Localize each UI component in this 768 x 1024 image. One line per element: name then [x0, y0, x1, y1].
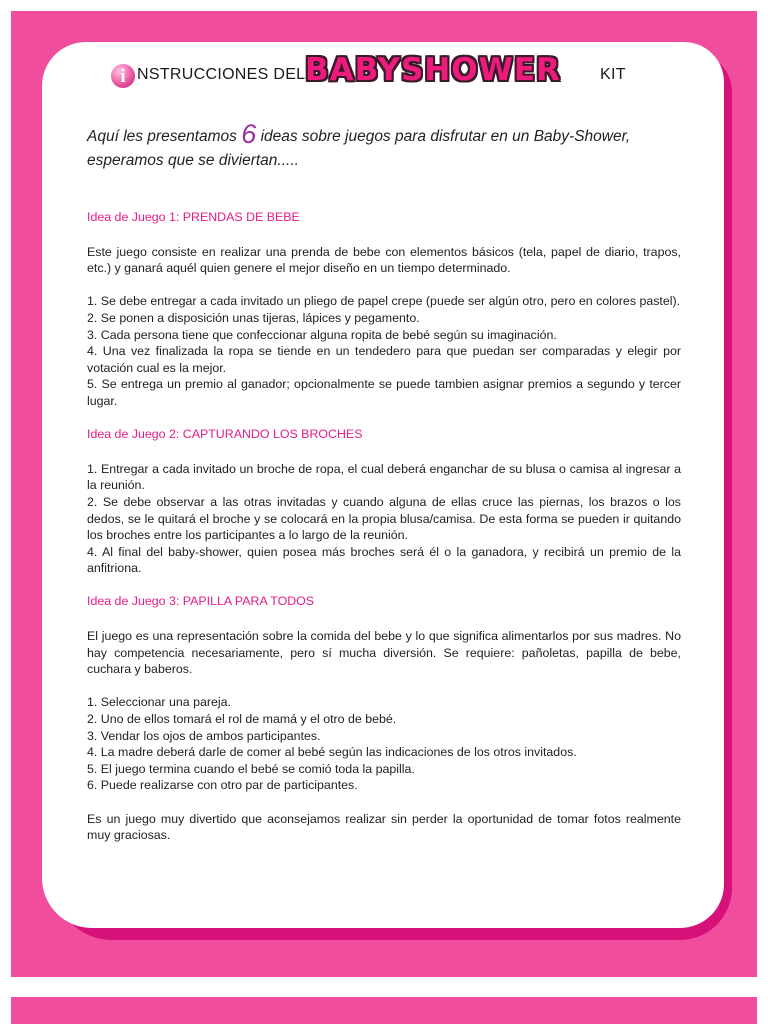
- list-item: 4. La madre deberá darle de comer al bebé según las indicaciones de los otros invitados.: [87, 745, 577, 760]
- list-item: 1. Se debe entregar a cada invitado un pliego de papel crepe (puede ser algún otro, pero en colores pastel).: [87, 294, 681, 309]
- list-item: 5. El juego termina cuando el bebé se comió toda la papilla.: [87, 761, 415, 776]
- steps-list: [87, 461, 681, 577]
- intro-after: ideas sobre juegos para disfrutar en un Baby-Shower, esperamos que se diviertan.....: [87, 128, 631, 169]
- list-item: 5. Se entrega un premio al ganador; opcionalmente se puede tambien asignar premios a segundo y tercer lugar.: [87, 377, 681, 408]
- section-paragraph: El juego es una representación sobre la comida del bebe y lo que significa alimentarlos por sus madres. No hay competencia necesariamente, pero sí mucha diversión. Se requiere: pañoletas, papilla de bebe, cuchara y baberos.: [87, 629, 681, 677]
- intro-before: Aquí les presentamos: [87, 128, 242, 145]
- document-body: [87, 209, 681, 860]
- list-item: 4. Al final del baby-shower, quien posea más broches será él o la ganadora, y recibirá un premio de la anfitriona.: [87, 544, 681, 576]
- closing-paragraph: Es un juego muy divertido que aconsejamos realizar sin perder la oportunidad de tomar fotos realmente muy graciosas.: [87, 811, 681, 843]
- section-title: Idea de Juego 3: PAPILLA PARA TODOS: [87, 594, 315, 609]
- list-item: 3. Cada persona tiene que confeccionar alguna ropita de bebé según su imaginación.: [87, 327, 557, 342]
- bottom-pink-band: [11, 997, 757, 1024]
- list-item: 3. Vendar los ojos de ambos participantes.: [87, 728, 321, 743]
- list-item: 6. Puede realizarse con otro par de participantes.: [87, 778, 358, 793]
- header-suffix: KIT: [600, 66, 626, 83]
- brand-logo: BABYSHOWER: [305, 52, 561, 88]
- section-title: Idea de Juego 2: CAPTURANDO LOS BROCHES: [87, 427, 363, 442]
- info-glyph: i: [120, 66, 126, 87]
- section-title: Idea de Juego 1: PRENDAS DE BEBE: [87, 210, 300, 224]
- info-icon: [111, 64, 135, 88]
- list-item: 2. Se debe observar a las otras invitadas y cuando alguna de ellas cruce las piernas, los brazos o los dedos, se le quitará el broche y se colocará en la propia blusa/camisa. De esta forma se pueden ir quitando los broches entre los participantes a lo largo de la reunión.: [87, 494, 681, 543]
- intro-text: [87, 119, 687, 173]
- list-item: 2. Uno de ellos tomará el rol de mamá y el otro de bebé.: [87, 712, 397, 727]
- list-item: 1. Seleccionar una pareja.: [87, 695, 231, 710]
- list-item: 4. Una vez finalizada la ropa se tiende en un tendedero para que puedan ser comparadas y elegir por votación cual es la mejor.: [87, 344, 681, 375]
- list-item: 1. Entregar a cada invitado un broche de ropa, el cual deberá enganchar de su blusa o camisa al ingresar a la reunión.: [87, 461, 681, 493]
- header-prefix: NSTRUCCIONES DEL: [137, 66, 306, 83]
- steps-list: [87, 293, 681, 409]
- intro-number: 6: [241, 119, 257, 149]
- list-item: 2. Se ponen a disposición unas tijeras, lápices y pegamento.: [87, 310, 420, 325]
- section-paragraph: Este juego consiste en realizar una prenda de bebe con elementos básicos (tela, papel de diario, trapos, etc.) y ganará aquél quien genere el mejor diseño en un tiempo determinado.: [87, 244, 681, 276]
- steps-list: [87, 694, 681, 794]
- document-header: [111, 52, 631, 102]
